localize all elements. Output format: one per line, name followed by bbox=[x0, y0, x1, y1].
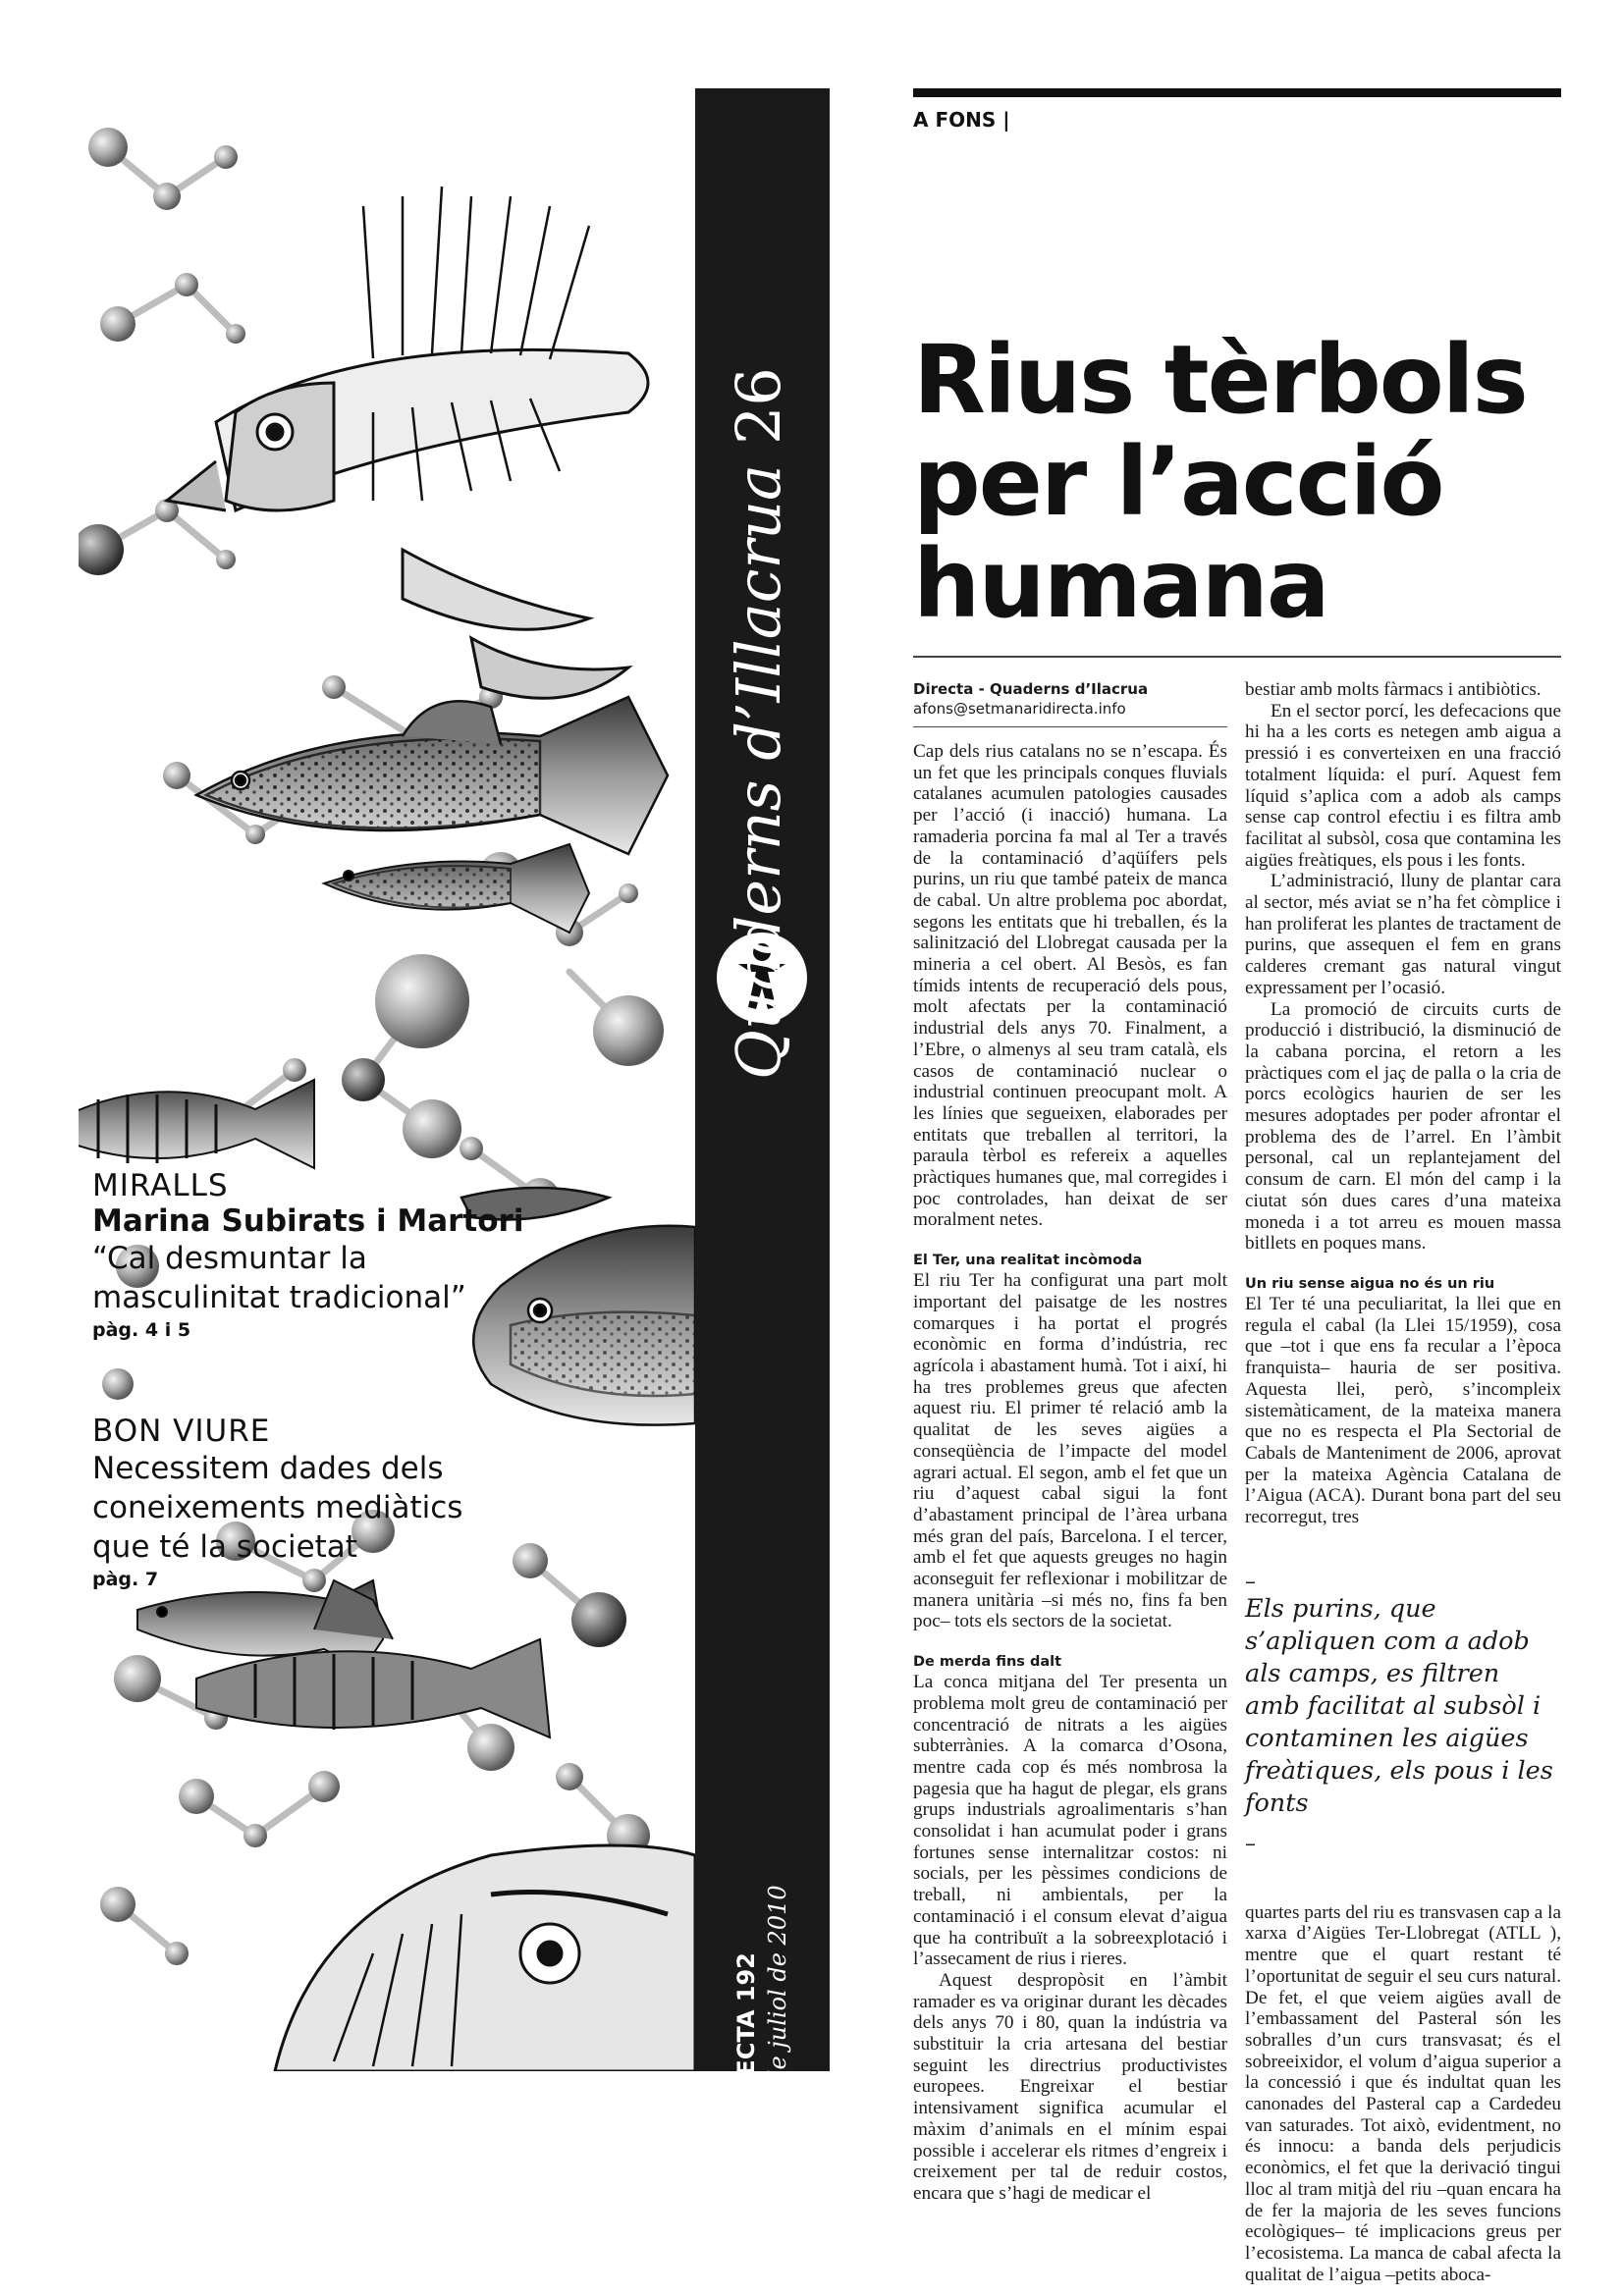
intro-paragraph: Cap dels rius catalans no se n’escapa. És un fet que les principals conques fluvials catalanes acumulen patologies causades per l’acció (i inacció) humana. La ramaderia porcina fa mal al Ter a través de la contaminació d’aqüífers pels purins, un riu que també pateix de manca de cabal. Un altre problema poc abordat, segons les entitats que hi treballen, és la salinització del Llobregat causada per la mineria a cel obert. Al Besòs, es fan tímids intents de recuperació dels pous, molt afectats per la contaminació industrial dels anys 70. Finalment, a l’Ebre, o almenys al seu tram català, els casos de contaminació nuclear o industrial continuen preocupant molt. A les línies que segueixen, elaborades per entitats que treballen al territori, la paraula tèrbol es refereix a aquelles pràctiques humanes que, mal corregides i poc controlades, han deixat de ser moralment netes. bbox=[913, 741, 1227, 1231]
byline-name: Directa - Quaderns d’Ilacrua bbox=[913, 680, 1149, 698]
trout-small bbox=[324, 844, 589, 933]
subhead-merda: De merda fins dalt bbox=[913, 1654, 1062, 1671]
headline-divider bbox=[913, 656, 1561, 658]
pull-quote-dash: – bbox=[1245, 1569, 1256, 1594]
teaser-text: Necessitem dades dels coneixements mediàtics que té la societat bbox=[92, 1451, 463, 1565]
paragraph: La conca mitjana del Ter presenta un problema molt greu de contaminació per concentració de nitrats a les aigües subterrànies. A la comarca d’Osona, mentre cada cop és més nombrosa la pagesia que ha hagut de plegar, els grans grups industrials agroalimentaris s’han consolidat i han acumulat poder i grans fortunes sense internalitzar costos: ni socials, per les pèssimes condicions de treball, ni ambientals, per la contaminació i el consum elevat d’aigua que ha contribuït a la sobreexplotació i l’assecament de rius i rieres. bbox=[913, 1672, 1227, 1970]
spine-bar bbox=[695, 88, 830, 2122]
paragraph: quartes parts del riu es transvasen cap a la xarxa d’Aigües Ter-Llobregat (ATLL ), mentre que el quart restant té l’oportunitat de seguir el seu curs natural. De fet, el que veiem aigües avall de l’embassament del Pasteral són les sobralles d’un curs transvasat; és el sobreeixidor, el volum d’aigua superior a la concessió i que és indultat quan les canonades del Pasteral cap a Cardedeu van saturades. Tot això, evidentment, no és innocu: a banda dels perjudicis econòmics, el fet que la derivació tingui lloc al tram mitjà del riu –quan encara ha de fer la majoria de les seves funcions ecològiques– té implicacions greus per l’ecosistema. La manca de cabal afecta la qualitat de l’aigua –petits aboca- bbox=[1245, 1901, 1561, 2285]
pull-quote-text: Els purins, que s’apliquen com a adob als camps, es filtren amb facilitat al subsòl i contaminen les aigües freàtiques, els pous i les fonts bbox=[1245, 1593, 1553, 1818]
issue-number: DIRECTA 192 bbox=[732, 1952, 760, 2122]
byline bbox=[913, 679, 1227, 719]
paragraph: L’administració, lluny de plantar cara al sector, més aviat se n’ha fet còmplice i han proliferat les plantes de tractament de purins, que assequen el fem en grans calderes cremant gas natural vingut expressament per l’ocasió. bbox=[1245, 871, 1561, 998]
fish-molecules-illustration bbox=[79, 88, 695, 2071]
paragraph: En el sector porcí, les defecacions que hi ha a les corts es netegen amb aigua a pressió i es converteixen en una fracció totalment líquida: el purí. Aquest fem líquid s’aplica com a adob als camps sense cap control efectiu i es filtra amb facilitat al subsòl, cosa que contamina les aigües freàtiques, els pous i les fonts. bbox=[1245, 700, 1561, 871]
section-label: A FONS | bbox=[913, 108, 1010, 132]
issue-date: 14 de juliol de 2010 bbox=[764, 1885, 791, 2122]
byline-email[interactable]: afons@setmanaridirecta.info bbox=[913, 700, 1126, 718]
teaser-author: Marina Subirats i Martori bbox=[92, 1203, 524, 1239]
publication-number: 26 bbox=[723, 367, 794, 446]
article-column-1 bbox=[913, 679, 1227, 2204]
top-rule bbox=[913, 88, 1561, 97]
article-column-2 bbox=[1245, 679, 1561, 2285]
pull-quote bbox=[1245, 1569, 1561, 1856]
teaser-page: pàg. 4 i 5 bbox=[92, 1319, 191, 1341]
paragraph: La promoció de circuits curts de producció i distribució, la disminució de la cabana porcina, el retorn a les pràctiques com el jaç de palla o la cria de porcs ecològics haurien de ser les mesures adoptades per poder afrontar el problema des de l’arrel. En l’àmbit personal, cal un replantejament del consum de carn. El món del camp i la ciutat són dues cares d’una mateixa moneda i a tot arreu es mouen massa bitllets en poques mans. bbox=[1245, 998, 1561, 1255]
byline-divider bbox=[913, 726, 1227, 727]
paragraph: El Ter té una peculiaritat, la llei que en regula el cabal (la Llei 15/1959), cosa que –tot i que ens fa recular a l’època franquista– hauria de ser positiva. Aquesta llei, però, s’incompleix sistemàticament, de la mateixa manera que no es respecta el Pla Sectorial de Cabals de Manteniment de 2006, aprovat per la mateixa Agència Catalana de l’Aigua (ACA). Durant bona part del seu recorregut, tres bbox=[1245, 1293, 1561, 1528]
publication-title: Quaderns d’Illacrua26 bbox=[723, 367, 794, 1080]
fish-skeleton-top bbox=[167, 187, 648, 698]
fish-skeleton-bottom bbox=[275, 1845, 695, 2071]
teaser-miralls[interactable] bbox=[92, 1168, 524, 1341]
teaser-bon-viure[interactable] bbox=[92, 1414, 524, 1590]
cover-illustration bbox=[79, 88, 695, 2071]
perch-left bbox=[79, 1080, 314, 1168]
teaser-section: MIRALLS bbox=[92, 1168, 229, 1203]
subhead-ter: El Ter, una realitat incòmoda bbox=[913, 1253, 1143, 1269]
teaser-text: “Cal desmuntar la masculinitat tradicional” bbox=[92, 1241, 466, 1315]
teaser-section: BON VIURE bbox=[92, 1414, 271, 1449]
subhead-riu: Un riu sense aigua no és un riu bbox=[1245, 1275, 1495, 1292]
paragraph: El riu Ter ha configurat una part molt important del paisatge de les nostres comarques i ha portat el progrés econòmic en forma d’indústria, rec agrícola i abastament humà. Tot i així, hi ha tres problemes greus que afecten aquest riu. El primer té relació amb la qualitat de les seves aigües a conseqüència de l’impacte del model agrari actual. El segon, amb el fet que un riu d’aquest cabal sigui la font d’abastament principal de l’àrea urbana més gran del país, Barcelona. I el tercer, amb el fet que aquests greuges no hagin aconseguit fer reflexionar i mobilitzar de manera unitària –si més no, fins fa ben poc– tots els sectors de la societat. bbox=[913, 1270, 1227, 1632]
pull-quote-dash: – bbox=[1245, 1831, 1256, 1856]
headline: Rius tèrbols per l’acció humana bbox=[913, 325, 1527, 639]
teaser-page: pàg. 7 bbox=[92, 1569, 159, 1590]
paragraph: bestiar amb molts fàrmacs i antibiòtics. bbox=[1245, 679, 1542, 700]
paragraph: Aquest despropòsit en l’àmbit ramader es va originar durant les dècades dels anys 70 i 80, quan la indústria va substituir la cria artesana del bestiar seguint les directrius productivistes europees. Engreixar el bestiar intensivament significa acumular el màxim d’animals en el mínim espai possible i accelerar els ritmes d’engreix i creixement per tal de reduir costos, encara que s’hagi de medicar el bbox=[913, 1969, 1227, 2204]
